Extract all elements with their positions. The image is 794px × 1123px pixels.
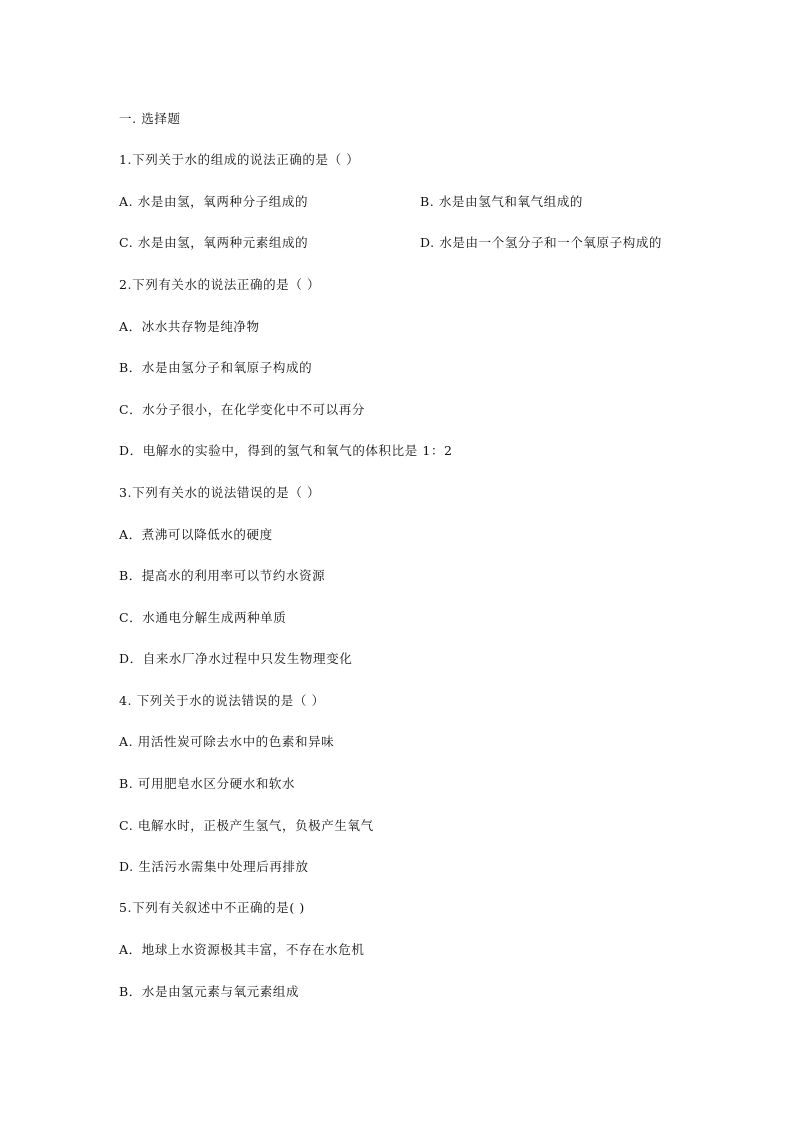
- section-title: 一. 选择题: [119, 111, 181, 126]
- question-4-option-c: C. 电解水时，正极产生氢气，负极产生氧气: [119, 818, 374, 833]
- question-1-option-a: A. 水是由氢，氧两种分子组成的: [119, 194, 309, 209]
- question-4-option-a: A. 用活性炭可除去水中的色素和异味: [119, 734, 335, 749]
- question-2-option-a: A．冰水共存物是纯净物: [119, 319, 260, 334]
- question-1-stem: 1.下列关于水的组成的说法正确的是（ ）: [119, 152, 360, 167]
- question-5-stem: 5.下列有关叙述中不正确的是( ): [119, 900, 305, 915]
- question-3-option-c: C．水通电分解生成两种单质: [119, 610, 287, 625]
- question-4-option-b: B. 可用肥皂水区分硬水和软水: [119, 776, 296, 791]
- question-2-option-d: D．电解水的实验中，得到的氢气和氧气的体积比是 1：2: [119, 443, 453, 458]
- question-1-option-c: C. 水是由氢，氧两种元素组成的: [119, 235, 309, 250]
- question-2-option-b: B．水是由氢分子和氧原子构成的: [119, 360, 313, 375]
- question-3-option-b: B．提高水的利用率可以节约水资源: [119, 568, 326, 583]
- question-3-option-a: A．煮沸可以降低水的硬度: [119, 527, 273, 542]
- question-5-option-b: B．水是由氢元素与氧元素组成: [119, 984, 300, 999]
- question-1-option-b: B. 水是由氢气和氧气组成的: [420, 194, 584, 209]
- question-3-stem: 3.下列有关水的说法错误的是（ ）: [119, 485, 321, 500]
- question-1-option-d: D. 水是由一个氢分子和一个氧原子构成的: [420, 235, 663, 250]
- question-4-stem: 4. 下列关于水的说法错误的是（ ）: [119, 693, 325, 708]
- question-5-option-a: A．地球上水资源极其丰富，不存在水危机: [119, 942, 365, 957]
- question-2-option-c: C．水分子很小，在化学变化中不可以再分: [119, 402, 365, 417]
- question-2-stem: 2.下列有关水的说法正确的是（ ）: [119, 277, 321, 292]
- question-4-option-d: D. 生活污水需集中处理后再排放: [119, 859, 309, 874]
- question-3-option-d: D．自来水厂净水过程中只发生物理变化: [119, 651, 353, 666]
